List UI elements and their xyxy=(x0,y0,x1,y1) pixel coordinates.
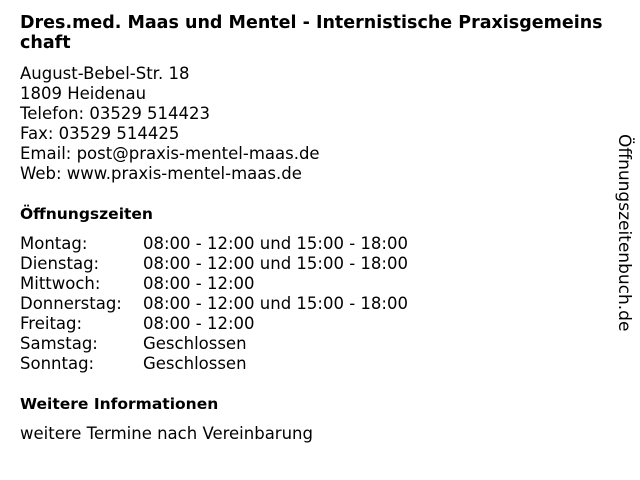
day-label: Samstag: xyxy=(20,334,98,353)
hours-row-thursday xyxy=(20,294,408,314)
further-info-heading: Weitere Informationen xyxy=(20,395,219,413)
opening-hours-table xyxy=(20,234,408,374)
business-name: Dres.med. Maas und Mentel - Internistische Praxisgemeinschaft xyxy=(20,13,603,53)
day-label: Dienstag: xyxy=(20,254,100,273)
time-value: 08:00 - 12:00 und 15:00 - 18:00 xyxy=(143,234,408,253)
time-value: Geschlossen xyxy=(143,354,247,373)
day-label: Montag: xyxy=(20,234,88,253)
hours-row-monday xyxy=(20,234,408,254)
time-value: 08:00 - 12:00 xyxy=(143,274,255,293)
hours-row-tuesday xyxy=(20,254,408,274)
hours-row-sunday xyxy=(20,354,408,374)
day-label: Mittwoch: xyxy=(20,274,101,293)
hours-row-saturday xyxy=(20,334,408,354)
time-value: Geschlossen xyxy=(143,334,247,353)
email-address: Email: post@praxis-mentel-maas.de xyxy=(20,144,320,163)
phone-number: Telefon: 03529 514423 xyxy=(20,104,211,123)
city: 1809 Heidenau xyxy=(20,84,147,103)
time-value: 08:00 - 12:00 und 15:00 - 18:00 xyxy=(143,294,408,313)
fax-number: Fax: 03529 514425 xyxy=(20,124,180,143)
day-label: Freitag: xyxy=(20,314,83,333)
site-watermark-label: Öffnungszeitenbuch.de xyxy=(614,134,634,332)
opening-hours-heading: Öffnungszeiten xyxy=(20,205,153,223)
hours-row-wednesday xyxy=(20,274,408,294)
street-address: August-Bebel-Str. 18 xyxy=(20,64,190,83)
hours-row-friday xyxy=(20,314,408,334)
further-info-text: weitere Termine nach Vereinbarung xyxy=(20,424,313,443)
day-label: Donnerstag: xyxy=(20,294,122,313)
contact-block xyxy=(20,64,320,184)
website: Web: www.praxis-mentel-maas.de xyxy=(20,164,302,183)
day-label: Sonntag: xyxy=(20,354,95,373)
time-value: 08:00 - 12:00 und 15:00 - 18:00 xyxy=(143,254,408,273)
time-value: 08:00 - 12:00 xyxy=(143,314,255,333)
